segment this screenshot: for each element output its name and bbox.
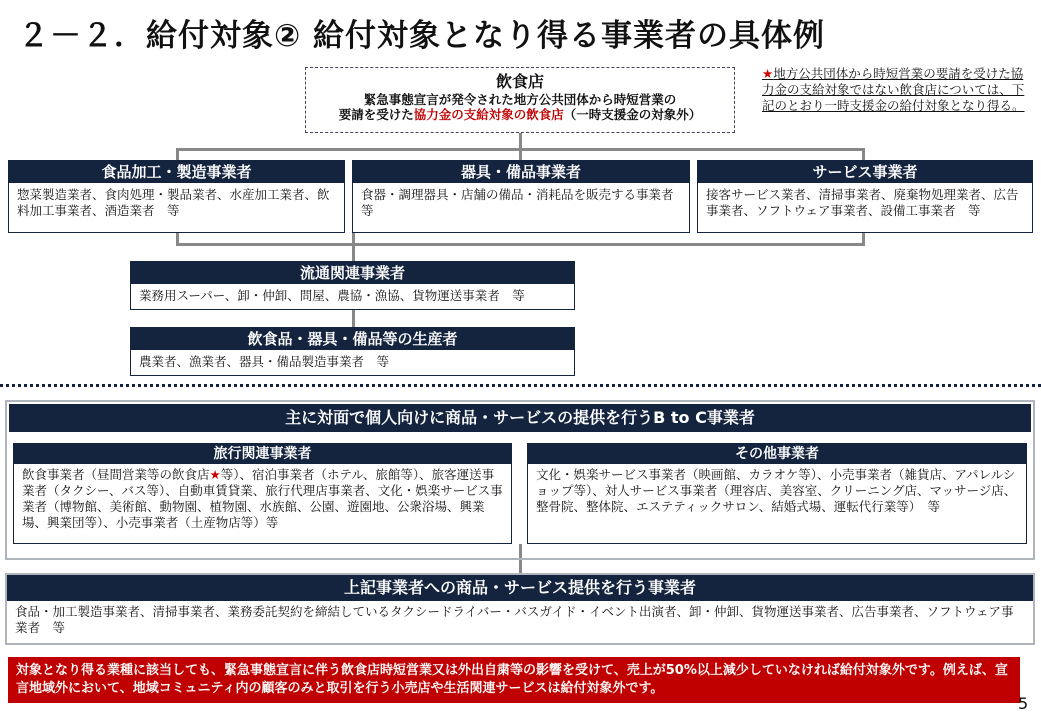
box-heading: 旅行関連事業者 [14,444,511,464]
box-body: 文化・娯楽サービス事業者（映画館、カラオケ等）、小売事業者（雑貨店、アパレルショップ等）、対人サービス事業者（理容店、美容室、クリーニング店、マッサージ店、整骨院、整体院、エステティックサロン、結婚式場、運転代行業等） 等 [536,467,1017,514]
box-body: 等）、宿泊事業者（ホテル、旅館等）、旅客運送事業者（タクシー、バス等）、自動車賃貸業、旅行代理店事業者、文化・娯楽サービス事業者（博物館、美術館、動物園、植物園、水族館、公園、遊園地、公衆浴場、興業場、興業団等）、小売事業者（土産物店等）等 [22,467,503,530]
box-body: 惣菜製造業者、食肉処理・製品業者、水産加工業者、飲料加工事業者、酒造業者 等 [17,187,330,218]
divider [0,384,1041,387]
connector [176,148,179,160]
service-box [697,160,1033,233]
box-body: 食品・加工製造事業者、清掃事業者、業務委託契約を締結しているタクシードライバー・バスガイド・イベント出演者、卸・仲卸、貨物運送事業者、広告事業者、ソフトウェア事業者 等 [15,604,1014,635]
other-box [527,443,1027,544]
box-heading: サービス事業者 [698,161,1032,183]
restaurant-heading: 飲食店 [495,72,544,91]
connector [176,243,865,246]
note-text: 地方公共団体から時短営業の要請を受けた協力金の支給対象ではない飲食店については、下記のとおり一時支援金の給付対象となり得る。 [762,66,1025,113]
box-heading: 食品加工・製造事業者 [9,161,344,183]
page-number: 5 [1018,694,1029,713]
box-body: 食器・調理器具・店舗の備品・消耗品を販売する事業者 等 [361,187,687,218]
box-heading: 流通関連事業者 [131,262,574,284]
connector [519,133,522,160]
box-body: 農業者、漁業者、器具・備品製造事業者 等 [139,354,390,369]
connector [352,233,355,261]
star-icon: ★ [209,467,221,482]
connector [352,310,355,327]
box-body: 飲食事業者（昼間営業等の飲食店 [22,467,210,482]
equipment-box [352,160,690,233]
restaurant-highlight: 協力金の支給対象の飲食店 [413,107,564,122]
box-heading: 主に対面で個人向けに商品・サービスの提供を行うB to C事業者 [9,404,1031,432]
distribution-box [130,261,575,310]
restaurant-box [305,67,735,133]
box-body: 接客サービス業者、清掃事業者、廃棄物処理業者、広告事業者、ソフトウェア事業者、設備工事業者 等 [706,187,1019,218]
warning-banner: 対象となり得る業種に該当しても、緊急事態宣言に伴う飲食店時短営業又は外出自粛等の影響を受けて、売上が50%以上減少していなければ給付対象外です。例えば、宣言地域外において、地域コミュニティ内の顧客のみと取引を行う小売店や生活関連サービスは給付対象外です。 [8,657,1020,703]
box-heading: その他事業者 [528,444,1026,464]
restaurant-line2-suffix: （一時支援金の対象外） [563,107,702,122]
restaurant-line1: 緊急事態宣言が発令された地方公共団体から時短営業の [363,92,677,107]
page-title: ２－２．給付対象② 給付対象となり得る事業者の具体例 [18,18,826,54]
suppliers-box [5,573,1035,645]
restaurant-line2-prefix: 要請を受けた [338,107,414,122]
box-heading: 器具・備品事業者 [353,161,689,183]
box-body: 業務用スーパー、卸・仲卸、問屋、農協・漁協、貨物運送事業者 等 [139,288,525,303]
connector [862,148,865,160]
food-processing-box [8,160,345,233]
box-heading: 飲食品・器具・備品等の生産者 [131,328,574,350]
star-icon: ★ [762,66,774,81]
connector [176,148,864,151]
producers-box [130,327,575,376]
box-heading: 上記事業者への商品・サービス提供を行う事業者 [7,575,1033,601]
travel-box [13,443,512,544]
note [762,66,1034,114]
